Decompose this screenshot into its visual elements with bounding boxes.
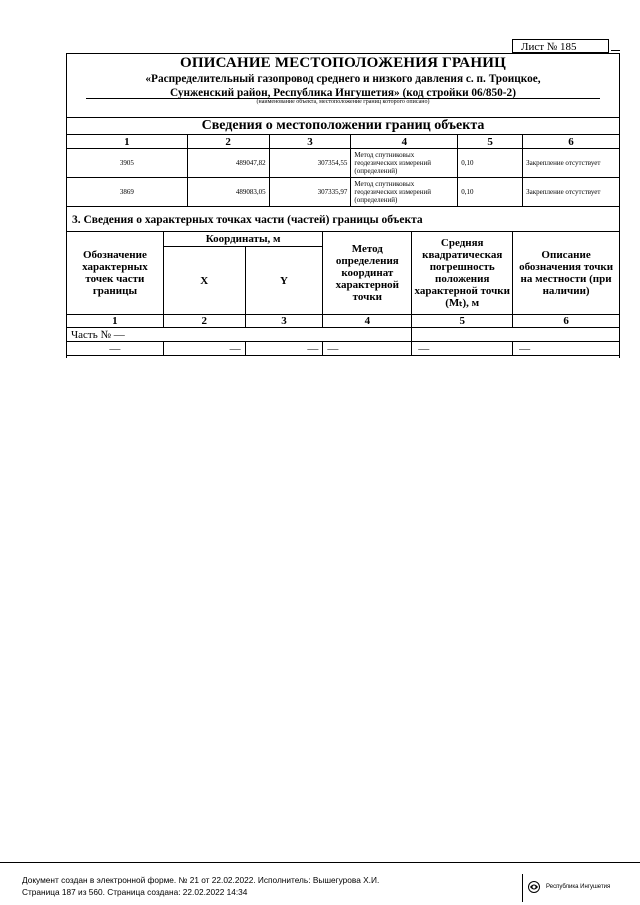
dash-cell: — (412, 342, 513, 356)
object-name-line2: Сунженский район, Республика Ингушетия» (код стройки 06/850-2) (170, 87, 516, 99)
object-name-caption: (наименование объекта, местоположение границ которого описано) (256, 99, 430, 105)
emblem-icon (527, 880, 541, 894)
part-points-table (66, 231, 620, 356)
corner-mark (611, 50, 620, 51)
coords-header: Координаты, м (163, 232, 323, 247)
description-header: Описание обозначения точки на местности (при наличии) (513, 232, 620, 315)
y-header: Y (245, 247, 323, 315)
method-header: Метод определения координат характерной точки (323, 232, 412, 315)
col-number: 5 (412, 315, 513, 328)
coord-x: 489083,05 (187, 178, 269, 207)
col-number: 4 (351, 135, 458, 149)
part-label: Часть № — (67, 328, 412, 342)
coord-x: 489047,82 (187, 149, 269, 178)
coord-y: 307354,55 (269, 149, 351, 178)
col-number: 2 (187, 135, 269, 149)
method: Метод спутниковых геодезических измерений (определений) (351, 178, 458, 207)
footer-org: Республика Ингушетия (546, 884, 611, 890)
col-number: 6 (523, 135, 620, 149)
point-id: 3869 (67, 178, 188, 207)
part-empty (412, 328, 620, 342)
object-name-line1: «Распределительный газопровод среднего и низкого давления с. п. Троицкое, (145, 73, 541, 85)
table-row (67, 178, 620, 207)
dash-cell: — (513, 342, 620, 356)
dash-cell: — (67, 342, 164, 356)
description: Закрепление отсутствует (523, 178, 620, 207)
dash-cell: — (245, 342, 323, 356)
dash-cell: — (323, 342, 412, 356)
col-number: 3 (245, 315, 323, 328)
designation-header: Обозначение характерных точек части границы (67, 232, 164, 315)
x-header: X (163, 247, 245, 315)
description: Закрепление отсутствует (523, 149, 620, 178)
column-numbers-row (67, 315, 620, 328)
col-number: 3 (269, 135, 351, 149)
footer-divider (0, 862, 640, 863)
table-header-row (67, 135, 620, 149)
accuracy-header: Средняя квадратическая погрешность положения характерной точки (Mₜ), м (412, 232, 513, 315)
accuracy: 0,10 (458, 149, 523, 178)
section1-title: Сведения о местоположении границ объекта (201, 118, 485, 133)
method: Метод спутниковых геодезических измерений (определений) (351, 149, 458, 178)
coord-y: 307335,97 (269, 178, 351, 207)
col-number: 2 (163, 315, 245, 328)
point-id: 3905 (67, 149, 188, 178)
dash-cell: — (163, 342, 245, 356)
table-header-row (67, 232, 620, 247)
footer-document-info: Документ создан в электронной форме. № 21 от 22.02.2022. Исполнитель: Вышегурова Х.И. (22, 875, 380, 885)
col-number: 5 (458, 135, 523, 149)
col-number: 4 (323, 315, 412, 328)
footer-page-info: Страница 187 из 560. Страница создана: 22.02.2022 14:34 (22, 887, 248, 897)
footer-separator (522, 874, 523, 902)
table-row (67, 342, 620, 356)
accuracy: 0,10 (458, 178, 523, 207)
col-number: 1 (67, 135, 188, 149)
col-number: 1 (67, 315, 164, 328)
section3-title: 3. Сведения о характерных точках части (частей) границы объекта (72, 214, 423, 226)
table-row (67, 149, 620, 178)
sheet-number: Лист № 185 (512, 39, 609, 53)
part-row (67, 328, 620, 342)
document-title: ОПИСАНИЕ МЕСТОПОЛОЖЕНИЯ ГРАНИЦ (180, 55, 506, 71)
col-number: 6 (513, 315, 620, 328)
boundary-table (66, 134, 620, 207)
